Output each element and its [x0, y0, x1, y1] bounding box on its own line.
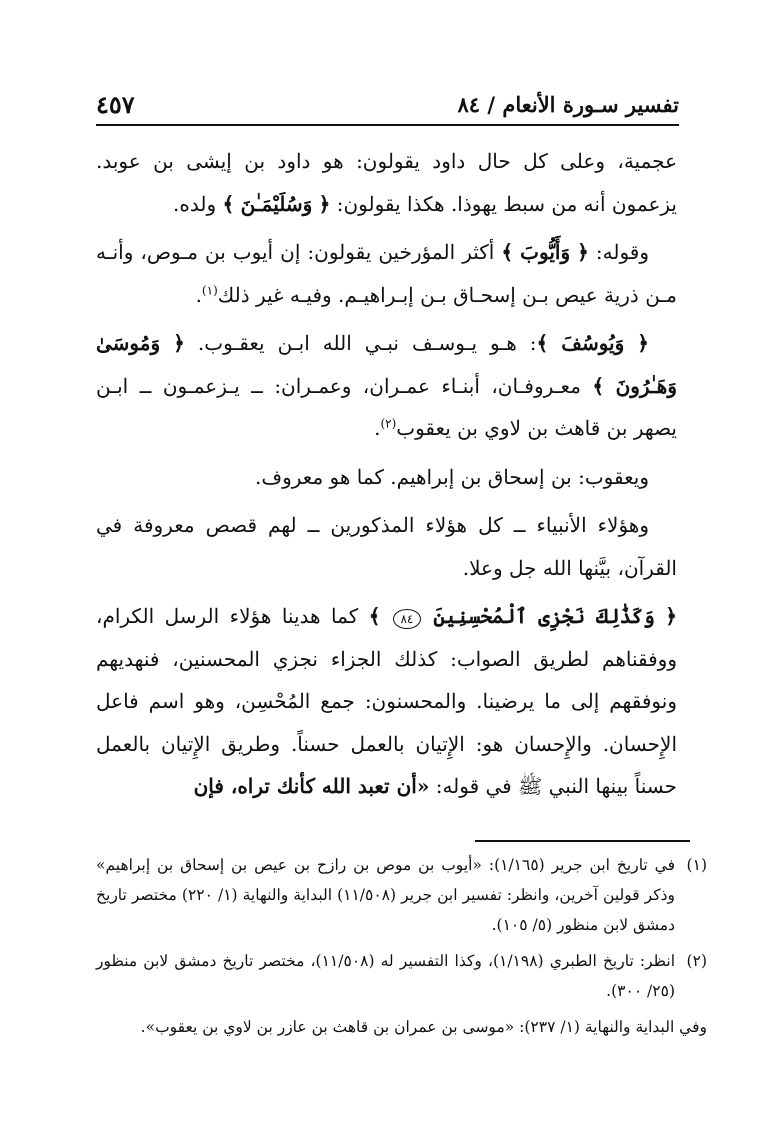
paragraph-5 — [96, 504, 677, 589]
quran-bracket-open: ﴿ — [173, 331, 185, 355]
footnote-number: (١) — [686, 856, 707, 874]
paragraph-4 — [96, 456, 677, 499]
quran-word: وَمُوسَىٰ وَهَـٰرُونَ — [96, 331, 678, 398]
running-title: تفسير سـورة الأنعام / ٨٤ — [457, 91, 679, 117]
quran-bracket-open: ﴿ — [637, 331, 650, 355]
text-run: ويعقوب: بن إسحاق بن إبراهيم. كما هو معروف. — [255, 464, 649, 489]
text-run: أكثر المؤرخين يقولون: إن أيوب بن مـوص، وأنـه مـن ذرية عيص بـن إسحـاق بـن إبـراهيـم. وفيـه غير ذلك — [96, 240, 677, 307]
quran-word: وَيُوسُفَ — [561, 331, 625, 355]
footnote-text: وفي البداية والنهاية (١/ ٢٣٧): «موسى بن عمران بن قاهث بن عازر بن لاوي بن يعقوب». — [140, 1018, 707, 1036]
quran-bracket-close: ﴾ — [222, 191, 235, 216]
footnote-ref-2[interactable]: (٢) — [380, 416, 397, 431]
footnote-2-continuation — [96, 1012, 707, 1042]
footnote-text: في تاريخ ابن جرير (١/١٦٥): «أيوب بن موص بن رازح بن عيص بن إسحاق بن إبراهيم» وذكر قولين آخرين، وانظر: تفسير ابن جرير (١١/٥٠٨) البداية والنهاية (١/ ٢٢٠) مختصر تاريخ دمشق لابن منظور (٥/ ١٠٥). — [96, 856, 675, 934]
quran-bracket-close: ﴾ — [501, 240, 514, 264]
quran-bracket-open: ﴿ — [577, 240, 589, 264]
text-run: وقوله: — [588, 240, 650, 264]
text-run: : هـو يـوسـف نبـي الله ابـن يعقـوب. — [184, 331, 537, 355]
paragraph-3 — [96, 322, 677, 450]
quran-bracket-close: ﴾ — [536, 331, 549, 355]
quran-word: وَأَيُّوبَ — [520, 240, 571, 264]
text-run: وهؤلاء الأنبياء ــ كل هؤلاء المذكورين ــ لهم قصص معروفة في القرآن، بيَّنها الله جل وعلا. — [96, 513, 677, 580]
text-run: . — [195, 282, 202, 307]
footnotes — [96, 850, 707, 1048]
main-text — [96, 140, 677, 814]
footnote-separator — [475, 840, 690, 842]
quran-bracket-open: ﴿ — [318, 191, 331, 216]
quran-word: وَسُلَيْمَـٰنَ — [240, 191, 313, 216]
text-run: كما هدينا هؤلاء الرسل الكرام، ووفقناهم لطريق الصواب: كذلك الجزاء نجزي المحسنين، فنهديهم ونوفقهم إلى ما يرضينا. والمحسنون: جمع المُحْسِن، وهو اسم فاعل الإِحسان. والإِحسان هو: الإِتيان بالعمل حسناً. وطريق الإِتيان بالعمل حسناً بينها النبي ﷺ في قوله: — [96, 604, 677, 798]
footnote-2 — [96, 946, 707, 1006]
quran-bracket-close: ﴾ — [592, 373, 605, 398]
paragraph-2 — [96, 231, 677, 316]
quran-bracket-open: ﴿ — [665, 604, 677, 628]
text-run: عجمية، وعلى كل حال داود يقولون: هو داود بن إيشى بن عوبد. يزعمون أنه من سبط يهوذا. هكذا يقولون: — [96, 149, 677, 216]
page-number: ٤٥٧ — [96, 89, 135, 119]
footnote-ref-1[interactable]: (١) — [201, 282, 218, 297]
footnote-number: (٢) — [686, 952, 707, 970]
footnote-text: انظر: تاريخ الطبري (١/١٩٨)، وكذا التفسير له (١١/٥٠٨)، مختصر تاريخ دمشق لابن منظور (٢٥/ ٣٠٠). — [96, 952, 676, 1000]
text-run: معـروفـان، أبنـاء عمـران، وعمـران: ــ يـزعمـون ــ ابـن يصهر بن قاهث بن لاوي بن يعقوب — [96, 373, 677, 440]
hadith-quote: «أن تعبد الله كأنك تراه، فإن — [193, 774, 430, 798]
quran-bracket-close: ﴾ — [368, 604, 381, 628]
footnote-1 — [96, 850, 707, 940]
text-run: ولده. — [173, 191, 223, 216]
text-run: . — [374, 416, 381, 440]
page-header — [96, 84, 679, 126]
paragraph-6 — [96, 595, 677, 808]
paragraph-1 — [96, 140, 677, 225]
ayah-number-marker: ٨٤ — [393, 609, 421, 629]
quran-phrase: وَكَذَٰلِكَ نَجْزِى ٱلْمُحْسِنِينَ — [433, 604, 655, 628]
